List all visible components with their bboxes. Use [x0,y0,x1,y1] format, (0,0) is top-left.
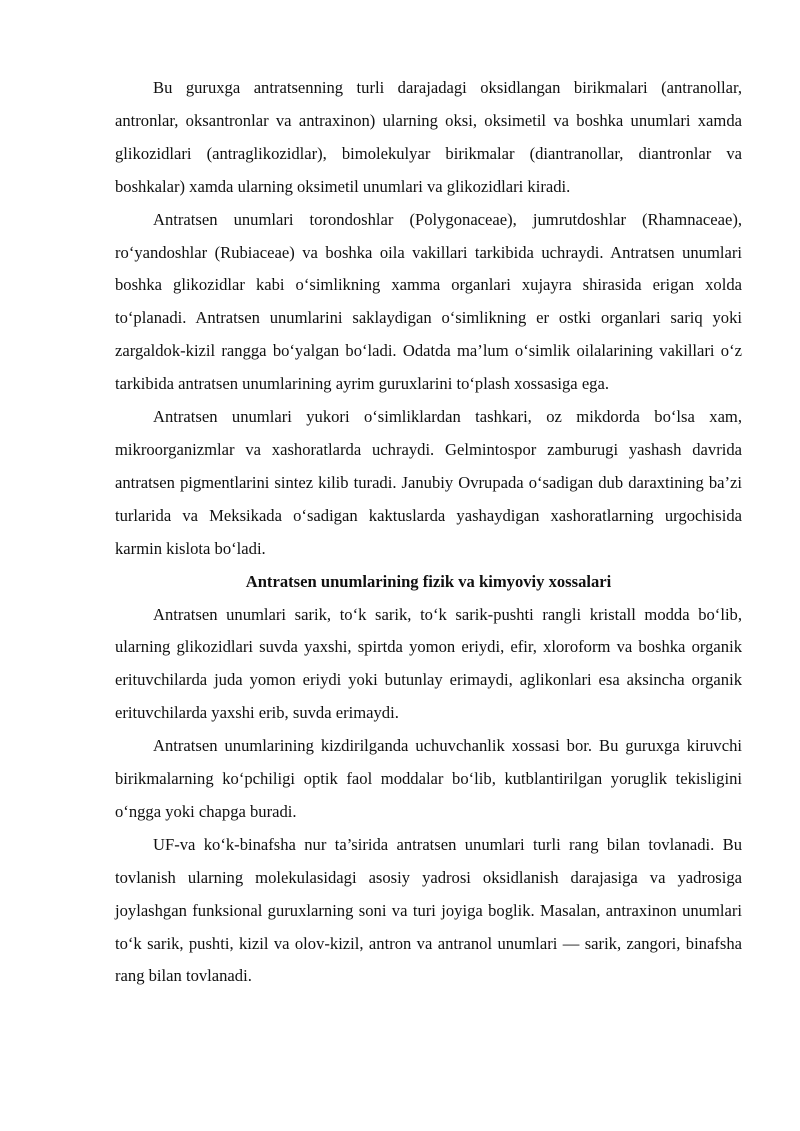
paragraph-distribution-microorganisms: Antratsen unumlari yukori o‘simliklardan tashkari, oz mikdorda bo‘lsa xam, mikroorganizmlar va xashoratlarda uchraydi. Gelmintospor zamburugi yashash davrida antratsen pigmentlarini sintez kilib turadi. Janubiy Ovrupada o‘sadigan dub daraxtining ba’zi turlarida va Meksikada o‘sadigan kaktuslarda yashaydigan xashoratlarning urgochisida karmin kislota bo‘ladi. [115,407,742,558]
document-page [115,72,742,993]
paragraph-distribution-plants: Antratsen unumlari torondoshlar (Polygonaceae), jumrutdoshlar (Rhamnaceae), ro‘yandoshlar (Rubiaceae) va boshka oila vakillari tarkibida uchraydi. Antratsen unumlari boshka glikozidlar kabi o‘simlikning xamma organlari xujayra shirasida erigan xolda to‘planadi. Antratsen unumlarini saklaydigan o‘simlikning er ostki organlari sariq yoki zargaldok-kizil rangga bo‘yalgan bo‘ladi. Odatda ma’lum o‘simlik oilalarining vakillari o‘z tarkibida antratsen unumlarining ayrim guruxlarini to‘plash xossasiga ega. [115,209,742,394]
paragraph-physical-properties: Antratsen unumlari sarik, to‘k sarik, to‘k sarik-pushti rangli kristall modda bo‘lib, ularning glikozidlari suvda yaxshi, spirtda yomon eriydi, efir, xloroform va boshka organik erituvchilarda juda yomon eriydi yoki butunlay erimaydi, aglikonlari esa aksincha organik erituvchilarda yaxshi erib, suvda erimaydi. [115,604,742,723]
paragraph-intro: Bu guruxga antratsenning turli darajadagi oksidlangan birikmalari (antranollar, antronlar, oksantronlar va antraxinon) ularning oksi, oksimetil va boshka unumlari xamda glikozidlari (antraglikozidlar), bimolekulyar birikmalar (diantranollar, diantronlar va boshkalar) xamda ularning oksimetil unumlari va glikozidlari kiradi. [115,78,742,196]
section-heading: Antratsen unumlarining fizik va kimyoviy xossalari [245,571,612,591]
paragraph-optical-properties: Antratsen unumlarining kizdirilganda uchuvchanlik xossasi bor. Bu guruxga kiruvchi birikmalarning ko‘pchiligi optik faol moddalar bo‘lib, kutblantirilgan yoruglik tekisligini o‘ngga yoki chapga buradi. [115,736,742,821]
paragraph-fluorescence: UF-va ko‘k-binafsha nur ta’sirida antratsen unumlari turli rang bilan tovlanadi. Bu tovlanish ularning molekulasidagi asosiy yadrosi oksidlanish darajasiga va yadrosiga joylashgan funksional guruxlarning soni va turi joyiga boglik. Masalan, antraxinon unumlari to‘k sarik, pushti, kizil va olov-kizil, antron va antranol unumlari — sarik, zangori, binafsha rang bilan tovlanadi. [115,834,742,986]
